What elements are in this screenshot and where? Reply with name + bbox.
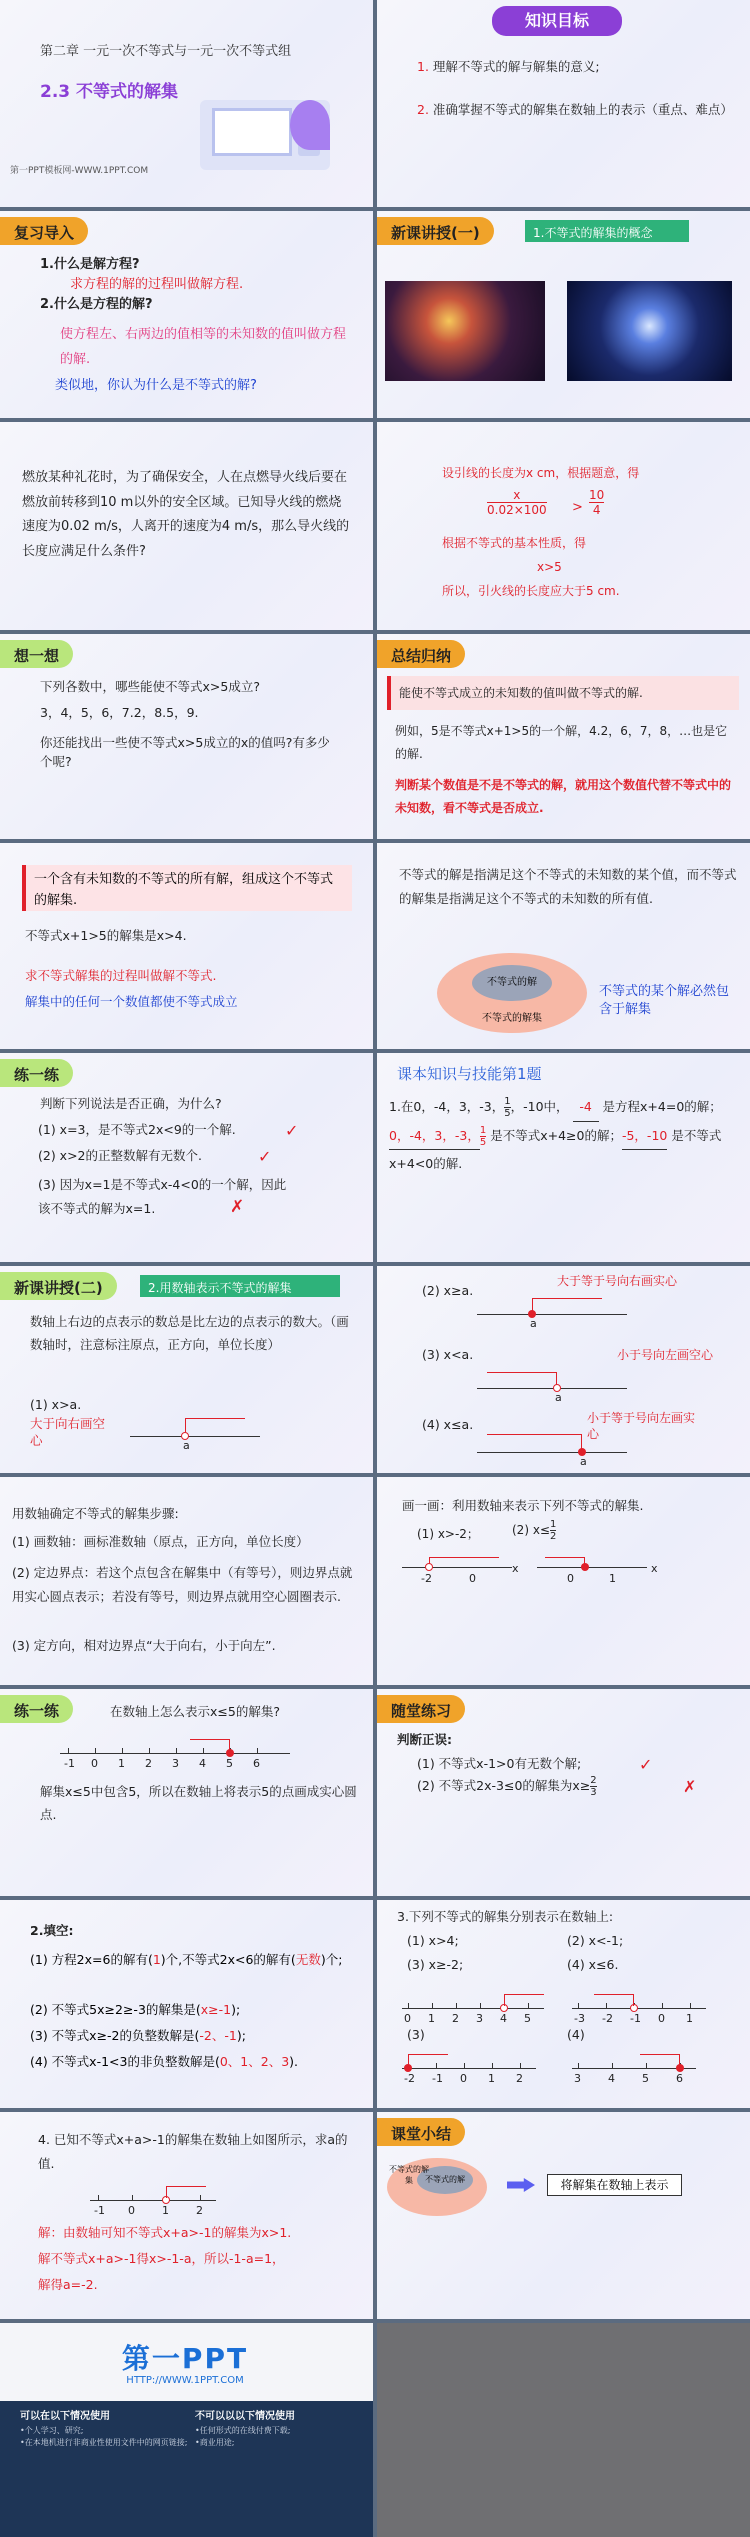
find-a-axis [90, 2178, 230, 2218]
goals-badge: 知识目标 [492, 6, 622, 36]
axis-line [572, 2008, 706, 2009]
tick-label: 1 [162, 2204, 169, 2217]
review-tag: 复习导入 [0, 217, 88, 245]
cross-mark-3: ✗ [230, 1197, 245, 1217]
q3-axis-c [402, 2046, 552, 2086]
sol-l3: 根据不等式的基本性质，得 [442, 536, 587, 550]
practice-i3: (3) 因为x=1是不等式x-4<0的一个解，因此该不等式的解为x=1. [38, 1177, 287, 1216]
range-line [166, 2186, 206, 2198]
practice-i1: (1) x=3，是不等式2x<9的一个解. [38, 1122, 236, 1137]
axis-tick [98, 2195, 99, 2201]
find-a-sol1: 解：由数轴可知不等式x+a>-1的解集为x>1. [38, 2225, 292, 2240]
q3-c: (3) x≥-2; [407, 1957, 464, 1972]
tick-label: 0 [128, 2204, 135, 2217]
summary-box: 能使不等式成立的未知数的值叫做不等式的解. [387, 676, 739, 710]
slide-title [0, 0, 373, 207]
draw-t1a: -2 [421, 1572, 432, 1585]
class-summary-tag: 课堂小结 [377, 2118, 465, 2146]
slide-new-lesson-1 [377, 211, 750, 418]
item-x-le-a: (4) x≤a. [422, 1417, 474, 1432]
ad-right-1: •任何形式的在线付费下载; [195, 2426, 291, 2435]
tick-label: -2 [404, 2072, 415, 2085]
q3-l4: (4) [567, 2027, 585, 2042]
range-line-3 [487, 1372, 557, 1386]
draw-i1: (1) x>-2； [417, 1527, 479, 1541]
sol-fraction: x 0.02×100 [487, 488, 547, 517]
sol-gt: > [572, 500, 583, 515]
draw-text: 画一画：利用数轴来表示下列不等式的解集. [402, 1498, 644, 1513]
think-q1: 下列各数中，哪些能使不等式x>5成立? [40, 679, 260, 694]
range-line [408, 2054, 448, 2066]
summary-tag: 总结归纳 [377, 640, 465, 668]
leaf-decoration [290, 100, 330, 150]
practice-2-axis [60, 1729, 300, 1769]
axis-line [402, 2008, 544, 2009]
exercise-cross: ✗ [683, 1777, 697, 1796]
step-3: (3) 定方向，相对边界点“大于向右，小于向左”. [12, 1638, 276, 1653]
slide-number-line-intro [0, 1266, 373, 1473]
note-gt-hollow: 大于向右画空心 [30, 1416, 106, 1448]
textbook-body: 1.在0，-4，3，-3， $\frac{1}{5}$ ，-10中， -4 是方程x+4=0的解； 0，-4，3，-3， $\frac{1}{5}$ 是不等式x+4≥0的解；-5，-10 是不等式x+4<0的解. [389, 1093, 739, 1178]
tick-label: 1 [686, 2012, 693, 2025]
review-q3: 类似地，你认为什么是不等式的解? [55, 378, 257, 393]
sol-l4: x>5 [537, 560, 562, 574]
tick-label: -1 [94, 2204, 105, 2217]
arrow-icon [507, 2178, 535, 2192]
axis-tick [520, 2063, 521, 2069]
axis-tick [132, 2195, 133, 2201]
number-line-intro-text: 数轴上右边的点表示的数总是比左边的点表示的数大。（画数轴时，注意标注原点，正方向，单位长度） [30, 1314, 349, 1353]
practice-2-tag: 练一练 [0, 1695, 73, 1723]
practice-q: 判断下列说法是否正确，为什么? [40, 1096, 222, 1111]
tick-label: -3 [574, 2012, 585, 2025]
range-line-4 [487, 1434, 582, 1450]
chapter-label: 第二章 一元一次不等式与一元一次不等式组 [40, 44, 292, 59]
tick-label: 3 [574, 2072, 581, 2085]
practice-2-ans: 解集x≤5中包含5，所以在数轴上将表示5的点画成实心圆点. [40, 1784, 357, 1822]
tick-label: 0 [91, 1757, 98, 1770]
point-a-1: a [183, 1439, 190, 1452]
sol-rfraction: 10 4 [589, 488, 605, 517]
summary-solution-ellipse: 不等式的解 [417, 2166, 473, 2194]
fill-i4: (4) 不等式x-1<3的非负整数解是(0、1、2、3). [30, 2054, 299, 2069]
item-x-ge-a: (2) x≥a. [422, 1283, 474, 1298]
fill-i2: (2) 不等式5x≥2≥-3的解集是(x≥-1); [30, 2002, 241, 2017]
concept-subtag: 1.不等式的解集的概念 [525, 220, 689, 242]
solution-set-example: 不等式x+1>5的解集是x>4. [25, 928, 187, 943]
tick-label: 0 [460, 2072, 467, 2085]
tick-label: 5 [226, 1757, 233, 1770]
ad-left-1: •个人学习、研究; [20, 2426, 84, 2435]
range-line [594, 1994, 634, 2006]
tick-label: -1 [432, 2072, 443, 2085]
logo-text: 第一PPT [121, 2342, 249, 2375]
sol-l1: 设引线的长度为x cm，根据题意，得 [442, 466, 640, 480]
tick-label: 2 [516, 2072, 523, 2085]
solution-set-def: 一个含有未知数的不等式的所有解，组成这个不等式的解集. [22, 865, 352, 911]
tick-label: 4 [500, 2012, 507, 2025]
review-q2: 2.什么是方程的解? [40, 297, 153, 312]
practice-2-q: 在数轴上怎么表示x≤5的解集? [110, 1704, 280, 1719]
point-a-2: a [530, 1317, 537, 1330]
summary-box-on-axis: 将解集在数轴上表示 [547, 2174, 682, 2196]
axis-tick [492, 2063, 493, 2069]
slide-solution-set [0, 843, 373, 1049]
fireworks-photo-2 [567, 281, 732, 381]
note-ge-solid: 大于等于号向右画实心 [557, 1274, 678, 1288]
tick-label: 2 [196, 2204, 203, 2217]
slide-fill-blanks [0, 1900, 373, 2108]
slide-goals [377, 0, 750, 207]
new-lesson-tag: 新课讲授(一) [377, 217, 494, 245]
axis-tick [464, 2063, 465, 2069]
lesson-title: 2.3 不等式的解集 [40, 82, 179, 102]
draw-t1b: 0 [469, 1572, 476, 1585]
goal-1: 1. 理解不等式的解与解集的意义; [417, 59, 600, 74]
slide-practice-1 [0, 1053, 373, 1262]
axis-line [90, 2200, 216, 2201]
tick-label: 2 [145, 1757, 152, 1770]
draw-i2: (2) x≤ $\frac{1}{2}$ [512, 1519, 557, 1542]
set-ellipse-label: 不等式的解集 [482, 1013, 542, 1024]
slide-number-lines-3 [377, 1900, 750, 2108]
axis-tick [480, 2003, 481, 2009]
note-lt-hollow: 小于号向左画空心 [617, 1348, 714, 1362]
ad-left-heading: 可以在以下情况使用 [20, 2411, 110, 2422]
slide-think [0, 634, 373, 839]
range-line [190, 1739, 230, 1751]
axis-tick [578, 2003, 579, 2009]
step-2: (2) 定边界点：若这个点包含在解集中（有等号），则边界点就用实心圆点表示；若没有等号，则边界点就用空心圆圈表示. [12, 1565, 353, 1604]
ad-right-2: •商业用途; [195, 2438, 235, 2447]
set-property: 解集中的任何一个数值都使不等式成立 [25, 994, 238, 1009]
draw-t2b: 1 [609, 1572, 616, 1585]
axis-tick [456, 2003, 457, 2009]
item-x-gt-a: (1) x>a. [30, 1397, 82, 1412]
practice-tag: 练一练 [0, 1059, 73, 1087]
slide-solution-vs-set [377, 843, 750, 1049]
textbook-title: 课本知识与技能第1题 [397, 1065, 542, 1083]
axis-tick [690, 2003, 691, 2009]
tick-label: 1 [428, 2012, 435, 2025]
range-line-2 [532, 1298, 602, 1312]
compare-text: 不等式的解是指满足这个不等式的未知数的某个值，而不等式的解集是指满足这个不等式的未知数的所有值. [399, 867, 737, 906]
practice-i2: (2) x>2的正整数解有无数个. [38, 1148, 202, 1163]
find-a-sol3: 解得a=-2. [38, 2277, 98, 2292]
fireworks-photo-1 [385, 281, 545, 381]
slide-textbook-1 [377, 1053, 750, 1262]
tick-label: -2 [602, 2012, 613, 2025]
problem-text: 燃放某种礼花时，为了确保安全，人在点燃导火线后要在燃放前转移到10 m以外的安全区域。已知导火线的燃烧速度为0.02 m/s，人离开的速度为4 m/s，那么导火线的长度应满足什么条件? [22, 470, 350, 560]
goal-2: 2. 准确掌握不等式的解集在数轴上的表示（重点、难点） [417, 102, 733, 117]
ad-footer [0, 2401, 373, 2537]
number-line-subtag: 2.用数轴表示不等式的解集 [140, 1275, 340, 1297]
think-tag: 想一想 [0, 640, 73, 668]
exercise-q: 判断正误: [397, 1732, 452, 1747]
tick-label: 4 [608, 2072, 615, 2085]
slide-steps [0, 1477, 373, 1685]
q3-l3: (3) [407, 2027, 425, 2042]
logo-url: HTTP://WWW.1PPT.COM [126, 2375, 244, 2386]
slide-ad [0, 2323, 373, 2537]
axis-2 [477, 1314, 627, 1315]
axis-line [60, 1753, 273, 1754]
ad-right-heading: 不可以以以下情况使用 [195, 2411, 295, 2422]
tick-label: 1 [488, 2072, 495, 2085]
slide-class-summary [377, 2112, 750, 2319]
axis-1 [130, 1436, 260, 1437]
tick-label: 0 [658, 2012, 665, 2025]
ad-left-2: •在本地机进行非商业性使用文件中的网页链接; [20, 2438, 188, 2447]
axis-tick [612, 2063, 613, 2069]
find-a-q: 4. 已知不等式x+a>-1的解集在数轴上如图所示，求a的值. [38, 2132, 348, 2171]
note-le-solid: 小于等于号向左画实心 [587, 1411, 696, 1441]
draw-hollow-dot [425, 1563, 433, 1571]
tick-label: 0 [404, 2012, 411, 2025]
axis-tick [149, 1748, 150, 1754]
exercise-i1: (1) 不等式x-1>0有无数个解; [417, 1756, 582, 1771]
item-x-lt-a: (3) x<a. [422, 1347, 474, 1362]
review-a2: 使方程左、右两边的值相等的未知数的值叫做方程的解. [60, 327, 347, 367]
compare-note: 不等式的某个解必然包含于解集 [599, 984, 730, 1017]
tick-label: -1 [64, 1757, 75, 1770]
draw-axis-2 [537, 1567, 647, 1568]
summary-judge: 判断某个数值是不是不等式的解，就用这个数值代替不等式中的未知数，看不等式是否成立. [395, 778, 732, 815]
axis-line [402, 2068, 536, 2069]
tick-label: 1 [118, 1757, 125, 1770]
axis-tick [408, 2003, 409, 2009]
draw-range-1 [429, 1557, 499, 1565]
q3-b: (2) x<-1; [567, 1933, 624, 1948]
fill-i3: (3) 不等式x≥-2的负整数解是(-2、-1); [30, 2028, 246, 2043]
range-line-1 [185, 1418, 245, 1432]
tick-label: 6 [253, 1757, 260, 1770]
think-q2: 你还能找出一些使不等式x>5成立的x的值吗?有多少个呢? [40, 735, 330, 769]
tick-label: 3 [476, 2012, 483, 2025]
draw-t2a: 0 [567, 1572, 574, 1585]
check-mark-1: ✓ [285, 1121, 299, 1140]
point-a-4: a [580, 1455, 587, 1468]
draw-range-2 [545, 1557, 585, 1565]
tick-label: 5 [524, 2012, 531, 2025]
q3-axis-d [572, 2046, 722, 2086]
tick-label: 6 [676, 2072, 683, 2085]
q3-d: (4) x≤6. [567, 1957, 619, 1972]
find-a-sol2: 解不等式x+a>-1得x>-1-a，所以-1-a=1， [38, 2251, 285, 2266]
axis-tick [257, 1748, 258, 1754]
slide-fireworks-problem [0, 422, 373, 630]
axis-tick [578, 2063, 579, 2069]
draw-solid-dot [581, 1563, 589, 1571]
slide-number-line-cases [377, 1266, 750, 1473]
steps-title: 用数轴确定不等式的解集步骤: [12, 1506, 179, 1521]
axis-tick [662, 2003, 663, 2009]
tick-label: 2 [452, 2012, 459, 2025]
summary-set-ellipse [387, 2158, 487, 2216]
axis-tick [95, 1748, 96, 1754]
summary-example: 例如，5是不等式x+1>5的一个解，4.2，6，7，8，…也是它的解. [395, 724, 728, 761]
axis-tick [122, 1748, 123, 1754]
range-line [640, 2054, 680, 2066]
exercise-i2: (2) 不等式2x-3≤0的解集为x≥ $\frac{2}{3}$ [417, 1775, 597, 1798]
axis-tick [68, 1748, 69, 1754]
slide-summary [377, 634, 750, 839]
slide-find-a [0, 2112, 373, 2319]
slide-fireworks-solution [377, 422, 750, 630]
slide-draw [377, 1477, 750, 1685]
exercise-check: ✓ [639, 1755, 653, 1774]
axis-tick [176, 1748, 177, 1754]
axis-3 [477, 1388, 627, 1389]
sol-l5: 所以，引火线的长度应大于5 cm. [442, 584, 620, 598]
step-1: (1) 画数轴：画标准数轴（原点，正方向，单位长度） [12, 1534, 309, 1549]
draw-x1: x [512, 1562, 519, 1575]
set-ellipse [437, 953, 587, 1033]
range-line [504, 1994, 544, 2006]
tick-label: 3 [172, 1757, 179, 1770]
think-nums: 3，4，5，6，7.2，8.5，9. [40, 705, 199, 720]
axis-tick [432, 2003, 433, 2009]
draw-axis-1 [402, 1567, 512, 1568]
q3-axis-a [402, 1986, 552, 2026]
solving-def: 求不等式解集的过程叫做解不等式. [25, 968, 217, 983]
check-mark-2: ✓ [258, 1147, 272, 1166]
exercise-tag: 随堂练习 [377, 1695, 465, 1723]
review-q1: 1.什么是解方程? [40, 257, 140, 272]
draw-x2: x [651, 1562, 658, 1575]
slide-practice-2 [0, 1689, 373, 1896]
tick-label: -1 [630, 2012, 641, 2025]
slide-class-exercise [377, 1689, 750, 1896]
review-a1: 求方程的解的过程叫做解方程. [70, 277, 244, 292]
q3-title: 3.下列不等式的解集分别表示在数轴上: [397, 1909, 614, 1924]
fill-title: 2.填空: [30, 1923, 74, 1938]
tick-label: 5 [642, 2072, 649, 2085]
slide-review [0, 211, 373, 418]
tick-label: 4 [199, 1757, 206, 1770]
axis-4 [477, 1452, 627, 1453]
point-a-3: a [555, 1391, 562, 1404]
q3-axis-b [572, 1986, 722, 2026]
fill-i1: (1) 方程2x=6的解有(1)个,不等式2x<6的解有(无数)个; [30, 1952, 343, 1967]
summary-set-label: 不等式的解集 [389, 2165, 429, 2185]
slide-blank [377, 2323, 750, 2537]
footer-text: 第一PPT模板网-WWW.1PPT.COM [10, 166, 149, 176]
solution-ellipse: 不等式的解 [472, 965, 552, 1001]
new-lesson-2-tag: 新课讲授(二) [0, 1272, 117, 1300]
q3-a: (1) x>4; [407, 1933, 459, 1948]
